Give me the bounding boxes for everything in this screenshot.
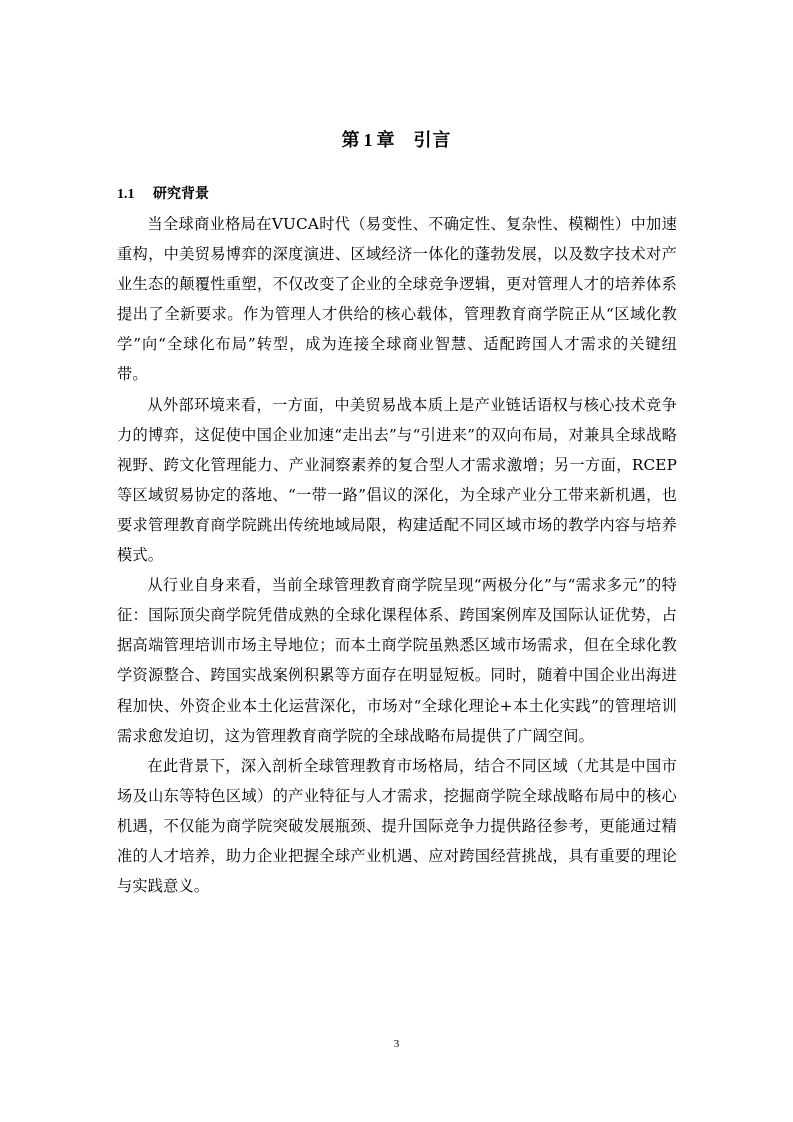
- paragraph-research-significance: 在此背景下，深入剖析全球管理教育市场格局，结合不同区域（尤其是中国市场及山东等特色区域）的产业特征与人才需求，挖掘商学院全球战略布局中的核心机遇，不仅能为商学院突破发展瓶颈、提升国际竞争力提供路径参考，更能通过精准的人才培养，助力企业把握全球产业机遇、应对跨国经营挑战，具有重要的理论与实践意义。: [117, 756, 677, 896]
- section-heading: [117, 183, 209, 206]
- chapter-title: [0, 126, 793, 155]
- section-title: 研究背景: [153, 186, 209, 202]
- chapter-prefix: 第: [341, 130, 361, 151]
- paragraph-external-environment: 从外部环境来看，一方面，中美贸易战本质上是产业链话语权与核心技术竞争力的博弈，这促使中国企业加速“走出去”与“引进来”的双向布局，对兼具全球战略视野、跨文化管理能力、产业洞察素养的复合型人才需求激增；另一方面，RCEP等区域贸易协定的落地、“一带一路”倡议的深化，为全球产业分工带来新机遇，也要求管理教育商学院跳出传统地域局限，构建适配不同区域市场的教学内容与培养模式。: [117, 395, 677, 565]
- chapter-number: 1: [363, 130, 374, 150]
- page-number: 3: [393, 1038, 400, 1050]
- body-text: [117, 209, 677, 901]
- section-number: 1.1: [117, 187, 135, 202]
- paragraph-vuca-context: 当全球商业格局在VUCA时代（易变性、不确定性、复杂性、模糊性）中加速重构，中美贸易博弈的深度演进、区域经济一体化的蓬勃发展，以及数字技术对产业生态的颠覆性重塑，不仅改变了企业的全球竞争逻辑，更对管理人才的培养体系提出了全新要求。作为管理人才供给的核心载体，管理教育商学院正从“区域化教学”向“全球化布局”转型，成为连接全球商业智慧、适配跨国人才需求的关键纽带。: [117, 215, 677, 384]
- chapter-suffix: 章: [376, 130, 396, 151]
- paragraph-industry-situation: 从行业自身来看，当前全球管理教育商学院呈现“两极分化”与“需求多元”的特征：国际顶尖商学院凭借成熟的全球化课程体系、跨国案例库及国际认证优势，占据高端管理培训市场主导地位；而本土商学院虽熟悉区域市场需求，但在全球化教学资源整合、跨国实战案例积累等方面存在明显短板。同时，随着中国企业出海进程加快、外资企业本土化运营深化，市场对“全球化理论+本土化实践”的管理培训需求愈发迫切，这为管理教育商学院的全球战略布局提供了广阔空间。: [117, 576, 677, 745]
- chapter-name: 引言: [413, 130, 452, 151]
